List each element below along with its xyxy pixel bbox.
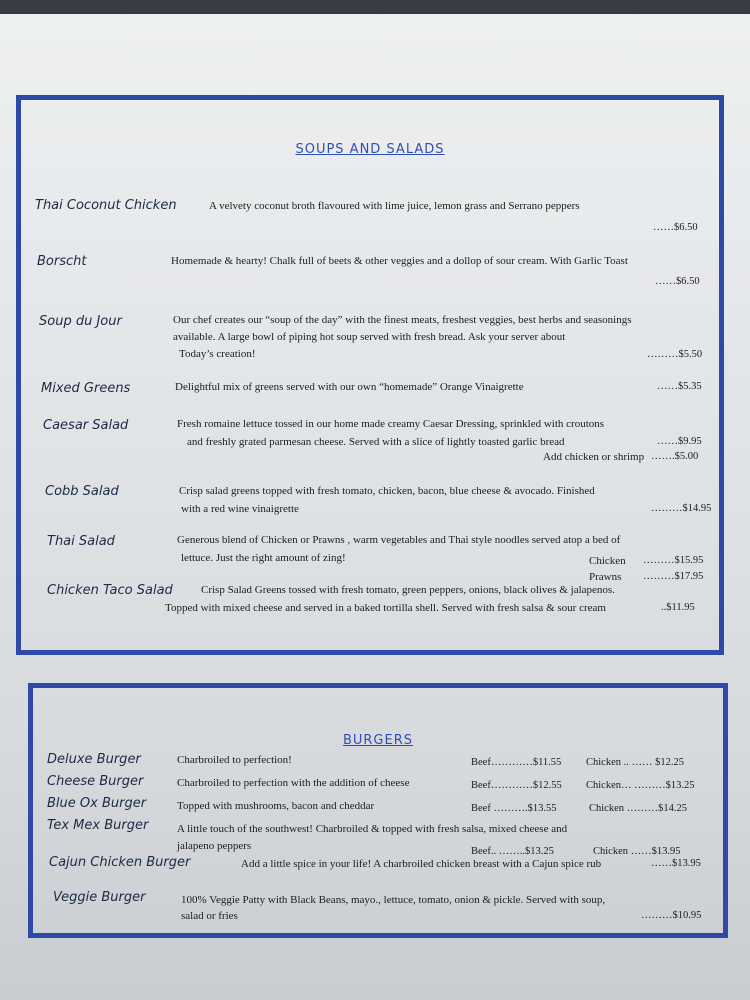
item-description: Charbroiled to perfection with the addition of cheese <box>177 777 410 789</box>
chicken-price: Chicken ……$13.95 <box>593 846 681 857</box>
item-description: jalapeno peppers <box>177 840 252 852</box>
item-name: Thai Salad <box>47 534 115 549</box>
item-description: Charbroiled to perfection! <box>177 754 292 766</box>
item-price: ……$5.35 <box>657 381 702 392</box>
item-description: lettuce. Just the right amount of zing! <box>181 552 346 564</box>
chicken-price: Chicken ………$14.25 <box>589 803 687 814</box>
item-description: Delightful mix of greens served with our own “homemade” Orange Vinaigrette <box>175 381 524 393</box>
add-on-price: …….$5.00 <box>651 451 699 462</box>
item-description: A little touch of the southwest! Charbroiled & topped with fresh salsa, mixed cheese and <box>177 823 568 835</box>
soups-salads-section <box>16 95 724 655</box>
option-price: ………$15.95 <box>643 555 704 566</box>
beef-price: Beef…………$12.55 <box>471 780 562 791</box>
option-label: Chicken <box>589 555 626 567</box>
item-description: Homemade & hearty! Chalk full of beets & other veggies and a dollop of sour cream. With Garlic Toast <box>171 255 628 267</box>
section-title: BURGERS <box>342 733 414 748</box>
beef-price: Beef.. ……..$13.25 <box>471 846 554 857</box>
option-price: ………$17.95 <box>643 571 704 582</box>
item-description: Topped with mixed cheese and served in a baked tortilla shell. Served with fresh salsa & sour cream <box>165 602 606 614</box>
chicken-price: Chicken… ………$13.25 <box>586 780 695 791</box>
item-name: Mixed Greens <box>41 381 131 396</box>
item-name: Deluxe Burger <box>47 752 141 767</box>
chicken-price: Chicken .. …… $12.25 <box>586 757 684 768</box>
item-name: Soup du Jour <box>39 314 122 329</box>
item-price: ……$6.50 <box>655 276 700 287</box>
item-price: ..$11.95 <box>661 602 695 613</box>
item-price: ………$14.95 <box>651 503 712 514</box>
item-description: A velvety coconut broth flavoured with lime juice, lemon grass and Serrano peppers <box>209 200 580 212</box>
item-description: with a red wine vinaigrette <box>181 503 299 515</box>
item-name: Tex Mex Burger <box>47 818 149 833</box>
item-name: Thai Coconut Chicken <box>35 198 177 213</box>
binder-edge <box>0 0 750 14</box>
add-on-label: Add chicken or shrimp <box>543 451 645 463</box>
item-description: Today’s creation! <box>179 348 256 360</box>
item-price: ……$6.50 <box>653 222 698 233</box>
item-description: Add a little spice in your life! A charbroiled chicken breast with a Cajun spice rub <box>241 858 602 870</box>
option-label: Prawns <box>589 571 622 583</box>
item-price: ………$10.95 <box>641 910 702 921</box>
item-description: and freshly grated parmesan cheese. Served with a slice of lightly toasted garlic bread <box>187 436 565 448</box>
item-price: ……$9.95 <box>657 436 702 447</box>
item-description: Our chef creates our “soup of the day” with the finest meats, freshest veggies, best herbs and seasonings <box>173 314 632 326</box>
item-name: Borscht <box>37 254 87 269</box>
beef-price: Beef…………$11.55 <box>471 757 562 768</box>
item-description: Topped with mushrooms, bacon and cheddar <box>177 800 375 812</box>
item-price: ……$13.95 <box>651 858 701 869</box>
burgers-section <box>28 683 728 938</box>
item-description: Crisp salad greens topped with fresh tomato, chicken, bacon, blue cheese & avocado. Finished <box>179 485 595 497</box>
beef-price: Beef ……….$13.55 <box>471 803 557 814</box>
item-description: Fresh romaine lettuce tossed in our home made creamy Caesar Dressing, sprinkled with croutons <box>177 418 605 430</box>
item-name: Cobb Salad <box>45 484 119 499</box>
item-description: Crisp Salad Greens tossed with fresh tomato, green peppers, onions, black olives & jalapenos. <box>201 584 615 596</box>
item-name: Caesar Salad <box>43 418 129 433</box>
section-title: SOUPS AND SALADS <box>295 142 445 157</box>
item-description: Generous blend of Chicken or Prawns , warm vegetables and Thai style noodles served atop a bed of <box>177 534 621 546</box>
item-description: 100% Veggie Patty with Black Beans, mayo., lettuce, tomato, onion & pickle. Served with soup, <box>181 894 606 906</box>
item-name: Cheese Burger <box>47 774 144 789</box>
item-name: Chicken Taco Salad <box>47 583 173 598</box>
item-description: available. A large bowl of piping hot soup served with fresh bread. Ask your server about <box>173 331 566 343</box>
item-description: salad or fries <box>181 910 238 922</box>
item-name: Blue Ox Burger <box>47 796 147 811</box>
item-price: ………$5.50 <box>647 349 703 360</box>
item-name: Veggie Burger <box>53 890 146 905</box>
item-name: Cajun Chicken Burger <box>49 855 191 870</box>
